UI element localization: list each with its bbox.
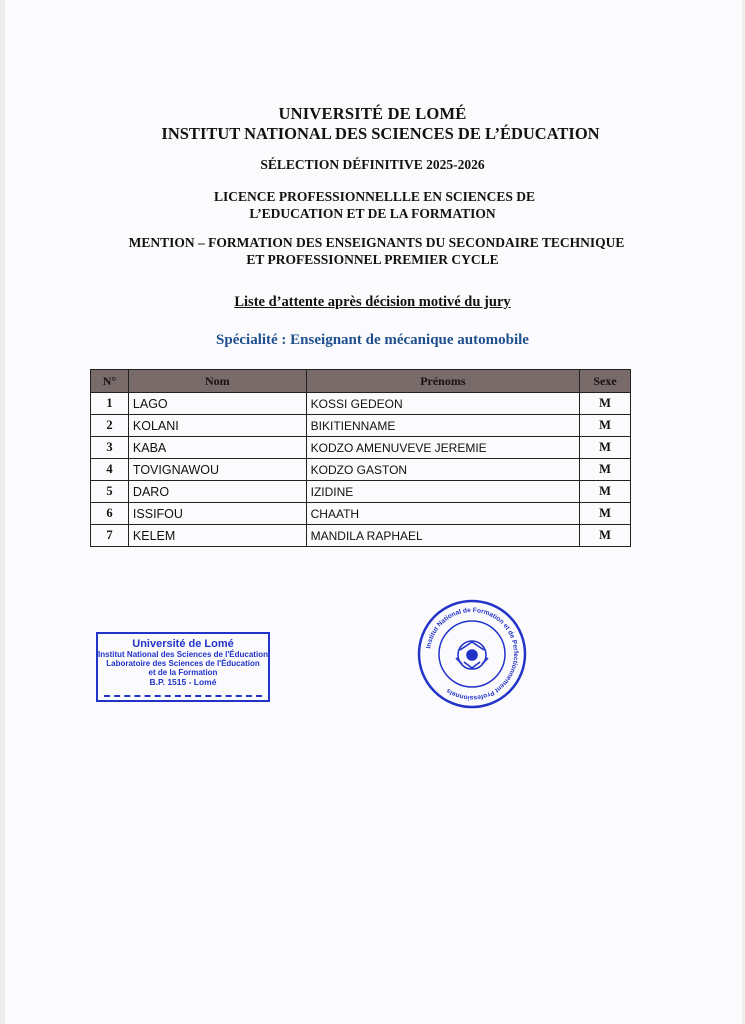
table-header-row (91, 370, 631, 393)
cell-sexe: M (580, 525, 631, 547)
cell-nom: KOLANI (128, 415, 306, 437)
stamp-line-laboratory: Laboratoire des Sciences de l'Éducation (106, 659, 260, 668)
cell-sexe: M (580, 393, 631, 415)
list-title: Liste d’attente après décision motivé du jury (234, 294, 511, 310)
university-lab-stamp (96, 632, 270, 702)
table-row (91, 415, 631, 437)
cell-nom: ISSIFOU (128, 503, 306, 525)
cell-prenoms: KODZO AMENUVEVE JEREMIE (306, 437, 579, 459)
mention-line-2: ET PROFESSIONNEL PREMIER CYCLE (246, 252, 499, 267)
cell-nom: KABA (128, 437, 306, 459)
stamp-line-university: Université de Lomé (132, 638, 234, 650)
cell-num: 6 (91, 503, 129, 525)
table-row (91, 503, 631, 525)
scan-edge-left (0, 0, 5, 1024)
mention-line-1: MENTION – FORMATION DES ENSEIGNANTS DU SECONDAIRE TECHNIQUE (128, 235, 625, 250)
table-row (91, 437, 631, 459)
cell-prenoms: KODZO GASTON (306, 459, 579, 481)
licence-line-2: L’EDUCATION ET DE LA FORMATION (249, 206, 496, 221)
institute-title: INSTITUT NATIONAL DES SCIENCES DE L’ÉDUCATION (161, 124, 600, 143)
university-title: UNIVERSITÉ DE LOMÉ (278, 104, 467, 123)
table-row (91, 393, 631, 415)
stamp-emblem-icon (456, 641, 488, 669)
cell-nom: KELEM (128, 525, 306, 547)
stamp-underline (104, 695, 262, 697)
licence-line-1: LICENCE PROFESSIONNELLLE EN SCIENCES DE (213, 189, 536, 204)
table-row (91, 481, 631, 503)
cell-nom: DARO (128, 481, 306, 503)
specialty-title: Spécialité : Enseignant de mécanique automobile (216, 332, 529, 348)
cell-sexe: M (580, 481, 631, 503)
cell-prenoms: CHAATH (306, 503, 579, 525)
column-header-prenoms: Prénoms (306, 370, 579, 393)
cell-num: 2 (91, 415, 129, 437)
cell-sexe: M (580, 415, 631, 437)
cell-sexe: M (580, 459, 631, 481)
column-header-sexe: Sexe (580, 370, 631, 393)
cell-num: 7 (91, 525, 129, 547)
stamp-line-formation: et de la Formation (148, 668, 218, 677)
cell-prenoms: KOSSI GEDEON (306, 393, 579, 415)
cell-nom: LAGO (128, 393, 306, 415)
cell-num: 4 (91, 459, 129, 481)
table-row (91, 459, 631, 481)
selection-title: SÉLECTION DÉFINITIVE 2025-2026 (260, 157, 485, 172)
cell-num: 5 (91, 481, 129, 503)
column-header-num: N° (91, 370, 129, 393)
waiting-list-table (90, 369, 631, 547)
institute-round-stamp (416, 598, 528, 710)
cell-prenoms: BIKITIENNAME (306, 415, 579, 437)
stamp-line-institute: Institut National des Sciences de l'Éducation (98, 650, 268, 659)
cell-nom: TOVIGNAWOU (128, 459, 306, 481)
column-header-nom: Nom (128, 370, 306, 393)
stamp-line-address: B.P. 1515 - Lomé (149, 677, 217, 687)
cell-prenoms: IZIDINE (306, 481, 579, 503)
stamp-ring-text: Institut National de Formation et de Perfectionnement Professionnels (425, 606, 520, 702)
cell-sexe: M (580, 437, 631, 459)
cell-num: 3 (91, 437, 129, 459)
cell-prenoms: MANDILA RAPHAEL (306, 525, 579, 547)
table-row (91, 525, 631, 547)
cell-sexe: M (580, 503, 631, 525)
cell-num: 1 (91, 393, 129, 415)
